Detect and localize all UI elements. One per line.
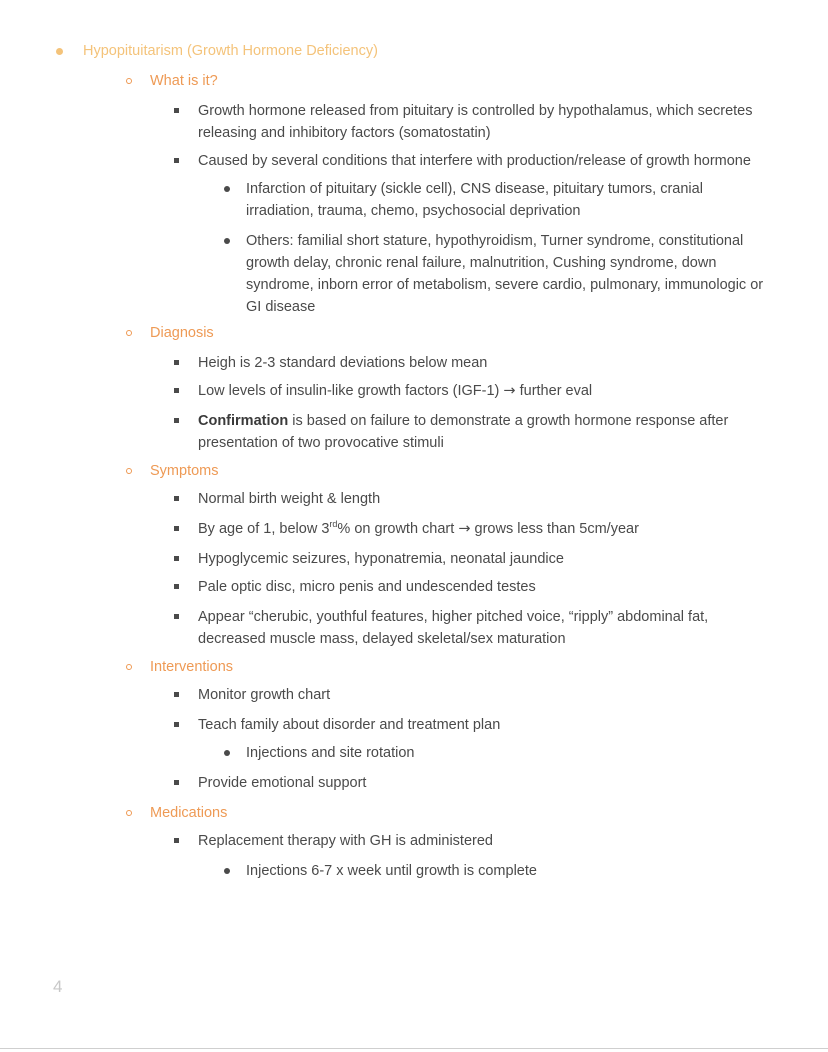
list-item-text: Low levels of insulin-like growth factors (IGF-1) [198, 383, 500, 399]
filled-bullet-icon [56, 48, 63, 55]
list-item-text: is based on failure to demonstrate a growth hormone response after presentation of two provocative stimuli [198, 413, 729, 451]
square-bullet-icon [174, 614, 179, 619]
square-bullet-icon [174, 158, 179, 163]
hollow-bullet-icon [126, 810, 132, 816]
list-item: Infarction of pituitary (sickle cell), CNS disease, pituitary tumors, cranial irradiation, trauma, chemo, psychosocial deprivation [246, 181, 703, 219]
right-arrow-icon: → [503, 383, 516, 399]
right-arrow-icon: → [458, 521, 471, 537]
square-bullet-icon [174, 108, 179, 113]
section-heading-what-is-it: What is it? [150, 73, 218, 89]
square-bullet-icon [174, 584, 179, 589]
list-item: Caused by several conditions that interfere with production/release of growth hormone [198, 153, 751, 169]
section-heading-interventions: Interventions [150, 659, 234, 675]
list-item-text: further eval [519, 383, 593, 399]
section-heading-symptoms: Symptoms [150, 463, 219, 479]
list-item: Teach family about disorder and treatment plan [198, 717, 501, 733]
topic-heading: Hypopituitarism (Growth Hormone Deficiency) [83, 43, 378, 59]
list-item-text: % on growth chart [337, 521, 455, 537]
list-item-text: grows less than 5cm/year [474, 521, 639, 537]
list-item: Heigh is 2-3 standard deviations below mean [198, 355, 488, 371]
square-bullet-icon [174, 526, 179, 531]
dot-bullet-icon [224, 186, 230, 192]
square-bullet-icon [174, 692, 179, 697]
section-heading-diagnosis: Diagnosis [150, 325, 214, 341]
list-item: Provide emotional support [198, 775, 367, 791]
list-item: Injections 6-7 x week until growth is complete [246, 863, 537, 879]
square-bullet-icon [174, 388, 179, 393]
list-item: Hypoglycemic seizures, hyponatremia, neonatal jaundice [198, 551, 564, 567]
dot-bullet-icon [224, 238, 230, 244]
dot-bullet-icon [224, 868, 230, 874]
list-item: Normal birth weight & length [198, 491, 381, 507]
hollow-bullet-icon [126, 330, 132, 336]
list-item: Growth hormone released from pituitary is controlled by hypothalamus, which secretes releasing and inhibitory factors (somatostatin) [198, 103, 753, 141]
square-bullet-icon [174, 360, 179, 365]
square-bullet-icon [174, 838, 179, 843]
list-item: Pale optic disc, micro penis and undescended testes [198, 579, 536, 595]
section-heading-medications: Medications [150, 805, 228, 821]
square-bullet-icon [174, 722, 179, 727]
list-item [198, 410, 773, 454]
list-item: Monitor growth chart [198, 687, 331, 703]
hollow-bullet-icon [126, 664, 132, 670]
list-item [198, 380, 773, 402]
list-item: Replacement therapy with GH is administered [198, 833, 493, 849]
list-item [198, 518, 773, 540]
square-bullet-icon [174, 496, 179, 501]
bold-term: Confirmation [198, 413, 289, 429]
list-item-text: By age of 1, below 3 [198, 521, 330, 537]
dot-bullet-icon [224, 750, 230, 756]
square-bullet-icon [174, 556, 179, 561]
page-number: 4 [53, 977, 63, 996]
list-item: Injections and site rotation [246, 745, 415, 761]
superscript: rd [329, 519, 338, 530]
page-bottom-divider [0, 1048, 828, 1049]
list-item: Others: familial short stature, hypothyroidism, Turner syndrome, constitutional growth delay, chronic renal failure, malnutrition, Cushing syndrome, down syndrome, inborn error of metabolism, severe cardio, pulmonary, immunologic or GI disease [246, 233, 764, 315]
hollow-bullet-icon [126, 78, 132, 84]
square-bullet-icon [174, 418, 179, 423]
square-bullet-icon [174, 780, 179, 785]
hollow-bullet-icon [126, 468, 132, 474]
list-item: Appear “cherubic, youthful features, higher pitched voice, “ripply” abdominal fat, decreased muscle mass, delayed skeletal/sex maturation [198, 609, 709, 647]
